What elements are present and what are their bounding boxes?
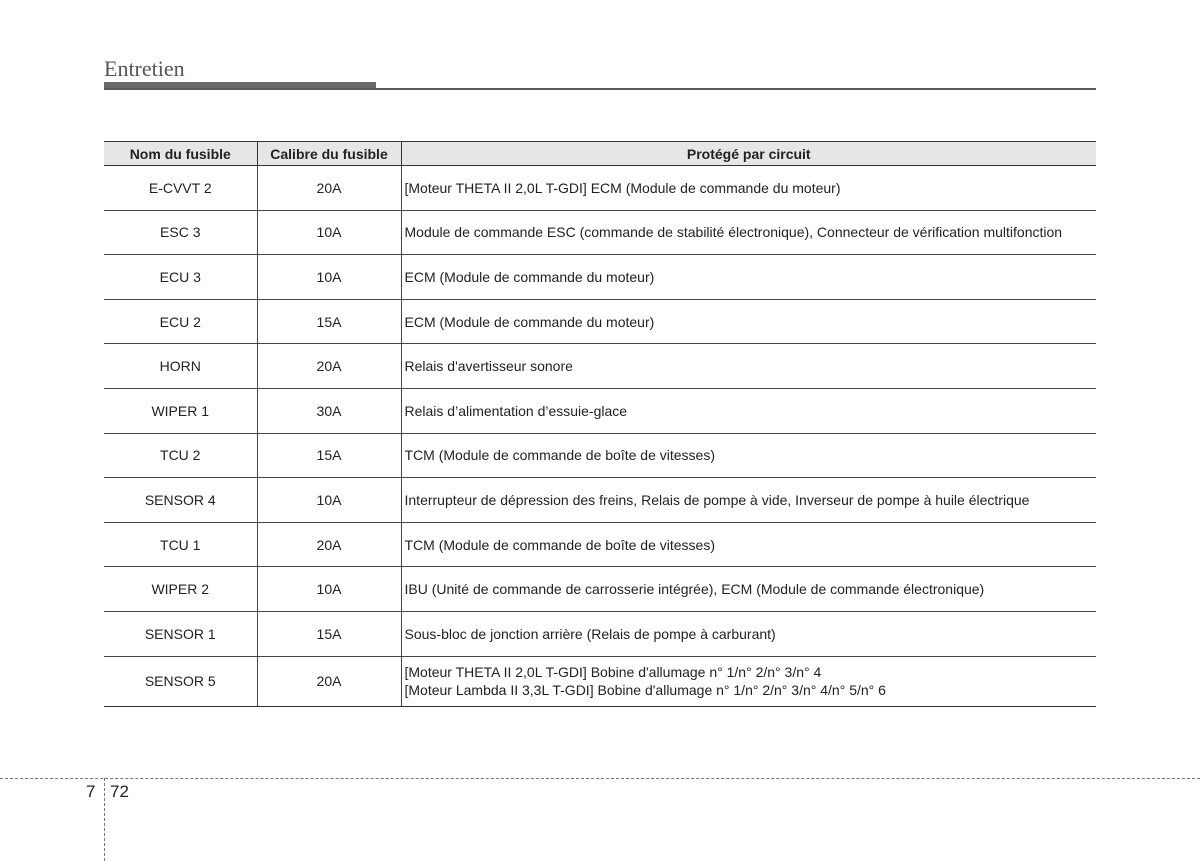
fuse-name: HORN [104,344,257,389]
fuse-rating: 15A [257,433,401,478]
title-rule [104,88,1096,90]
column-header-protected-circuit: Protégé par circuit [401,142,1096,166]
page-number: 72 [110,782,129,801]
fuse-rating: 20A [257,166,401,211]
fuse-name: TCU 2 [104,433,257,478]
protected-circuit: Relais d'avertisseur sonore [401,344,1096,389]
fuse-table [104,141,1096,707]
table-row [104,478,1096,523]
fuse-rating: 10A [257,210,401,255]
section-title: Entretien [104,56,185,81]
protected-circuit [401,656,1096,706]
column-header-fuse-name: Nom du fusible [104,142,257,166]
protected-circuit: TCM (Module de commande de boîte de vitesses) [401,433,1096,478]
fuse-name: ECU 3 [104,255,257,300]
fuse-rating: 10A [257,255,401,300]
fuse-name: ECU 2 [104,299,257,344]
fuse-rating: 10A [257,567,401,612]
table-row [104,388,1096,433]
table-header-row [104,142,1096,166]
fuse-name: WIPER 1 [104,388,257,433]
protected-circuit: ECM (Module de commande du moteur) [401,255,1096,300]
column-header-fuse-rating: Calibre du fusible [257,142,401,166]
fuse-name: ESC 3 [104,210,257,255]
fuse-rating: 30A [257,388,401,433]
table-row [104,522,1096,567]
table-row [104,210,1096,255]
protected-circuit: IBU (Unité de commande de carrosserie intégrée), ECM (Module de commande électronique) [401,567,1096,612]
fuse-name: SENSOR 5 [104,656,257,706]
fuse-rating: 10A [257,478,401,523]
fuse-rating: 15A [257,299,401,344]
table-row [104,567,1096,612]
fuse-rating: 20A [257,656,401,706]
protected-circuit: TCM (Module de commande de boîte de vitesses) [401,522,1096,567]
protected-circuit: ECM (Module de commande du moteur) [401,299,1096,344]
protected-circuit: [Moteur THETA II 2,0L T-GDI] ECM (Module de commande du moteur) [401,166,1096,211]
fuse-rating: 15A [257,611,401,656]
chapter-number: 7 [86,782,96,801]
fuse-name: E-CVVT 2 [104,166,257,211]
footer-divider [0,778,1200,779]
table-row [104,344,1096,389]
table-row [104,299,1096,344]
table-row [104,433,1096,478]
protected-circuit: Sous-bloc de jonction arrière (Relais de pompe à carburant) [401,611,1096,656]
fuse-rating: 20A [257,344,401,389]
protected-circuit-line: [Moteur Lambda II 3,3L T-GDI] Bobine d'allumage n° 1/n° 2/n° 3/n° 4/n° 5/n° 6 [404,682,886,699]
protected-circuit: Interrupteur de dépression des freins, Relais de pompe à vide, Inverseur de pompe à huile électrique [401,478,1096,523]
protected-circuit: Module de commande ESC (commande de stabilité électronique), Connecteur de vérification multifonction [401,210,1096,255]
table-row [104,255,1096,300]
table-row [104,166,1096,211]
protected-circuit: Relais d’alimentation d’essuie-glace [401,388,1096,433]
protected-circuit-line: [Moteur THETA II 2,0L T-GDI] Bobine d'allumage n° 1/n° 2/n° 3/n° 4 [404,664,822,681]
fuse-name: TCU 1 [104,522,257,567]
fuse-rating: 20A [257,522,401,567]
fuse-name: WIPER 2 [104,567,257,612]
table-row [104,656,1096,706]
table-row [104,611,1096,656]
fuse-name: SENSOR 1 [104,611,257,656]
fuse-name: SENSOR 4 [104,478,257,523]
footer-margin-line [104,778,105,861]
